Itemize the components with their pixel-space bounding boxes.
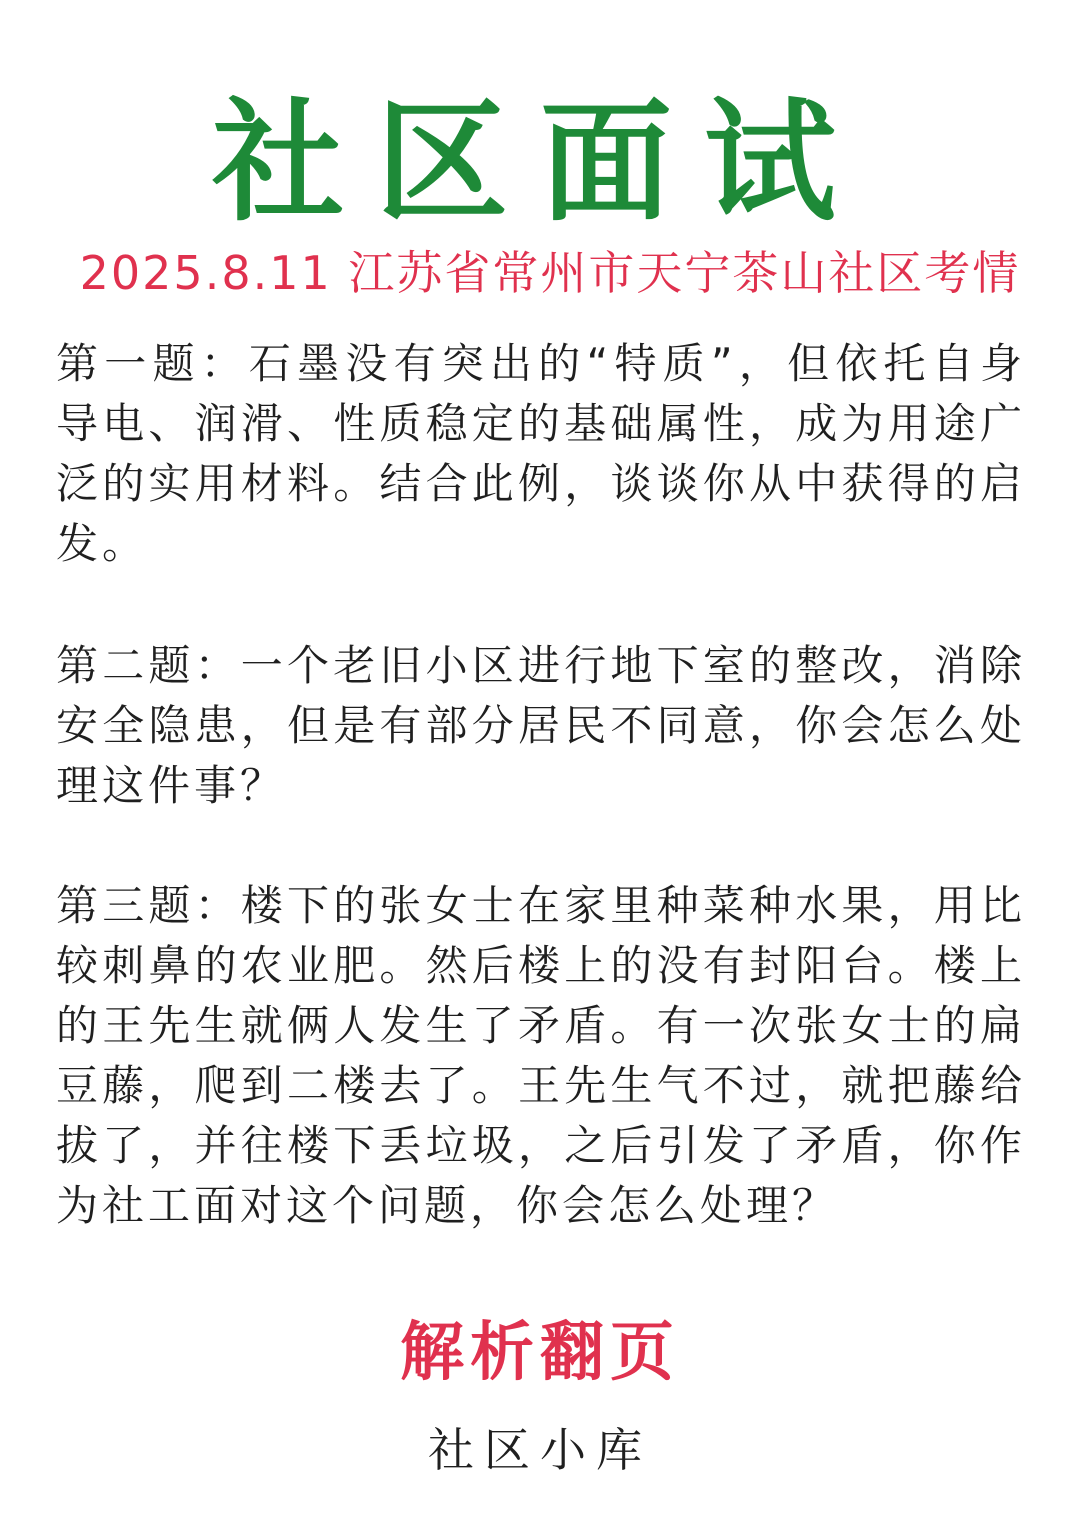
page-subtitle: 2025.8.11 江苏省常州市天宁茶山社区考情: [79, 246, 1021, 300]
page-title: 社区面试: [212, 86, 868, 240]
question-3: 第三题：楼下的张女士在家里种菜种水果，用比较刺鼻的农业肥。然后楼上的没有封阳台。楼上的王先生就俩人发生了矛盾。有一次张女士的扁豆藤，爬到二楼去了。王先生气不过，就把藤给拔了，并往楼下丢垃圾，之后引发了矛盾，你作为社工面对这个问题，你会怎么处理？: [56, 881, 1026, 1230]
question-2: 第二题：一个老旧小区进行地下室的整改，消除安全隐患，但是有部分居民不同意，你会怎么处理这件事？: [56, 641, 1026, 810]
analysis-next-page-label: 解析翻页: [400, 1316, 680, 1390]
question-1: 第一题：石墨没有突出的“特质”，但依托自身导电、润滑、性质稳定的基础属性，成为用途广泛的实用材料。结合此例，谈谈你从中获得的启发。: [56, 339, 1026, 568]
author-signature: 社区小库: [428, 1423, 652, 1477]
